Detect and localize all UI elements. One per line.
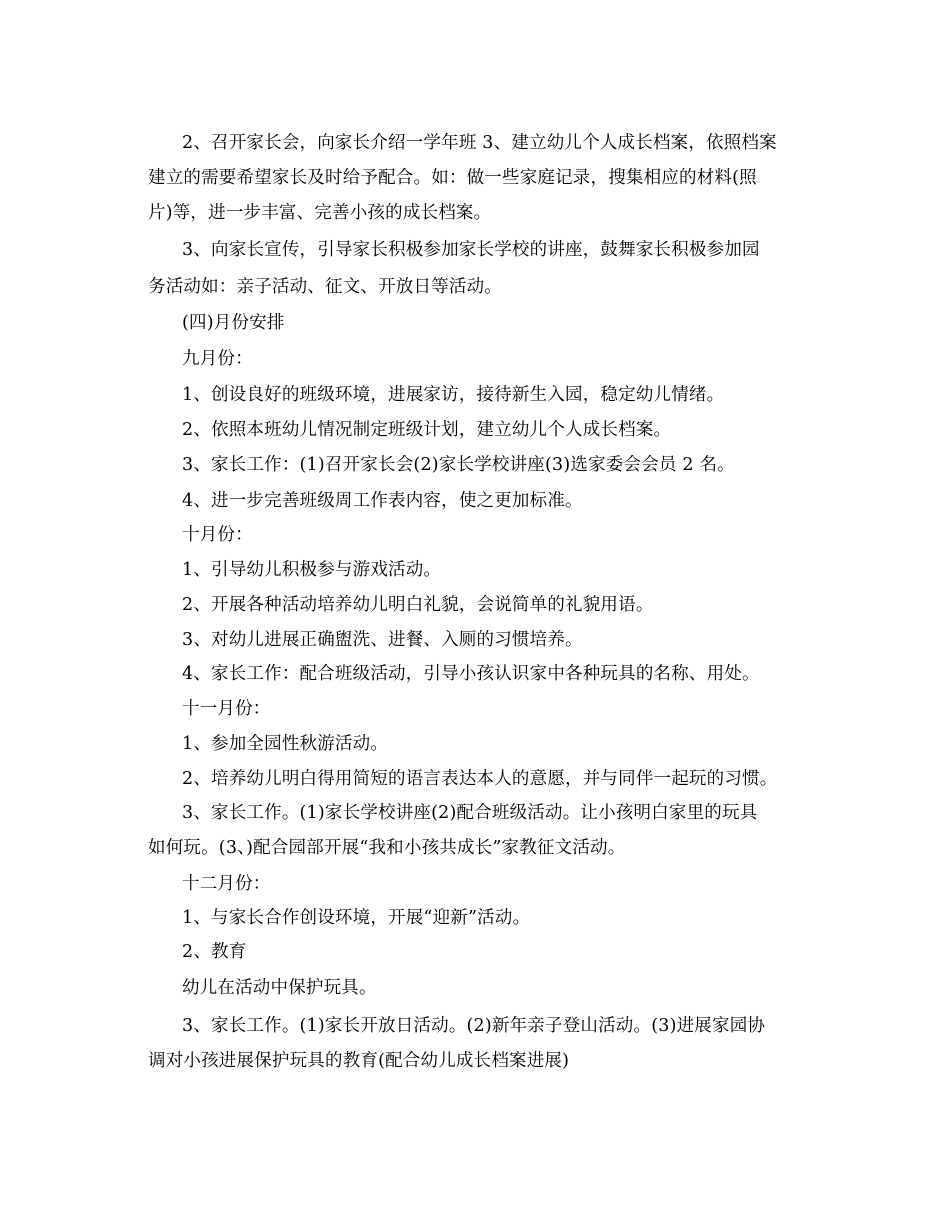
list-item: 1、引导幼儿积极参与游戏活动。	[182, 560, 442, 580]
list-item: 2、培养幼儿明白得用简短的语言表达本人的意愿，并与同伴一起玩的习惯。	[182, 769, 778, 789]
list-item: 3、家长工作。(1)家长学校讲座(2)配合班级活动。让小孩明白家里的玩具	[182, 803, 758, 823]
list-item: 1、与家长合作创设环境，开展“迎新”活动。	[182, 908, 531, 928]
month-heading: 十二月份：	[182, 874, 271, 894]
list-item: 1、创设良好的班级环境，进展家访，接待新生入园，稳定幼儿情绪。	[182, 385, 725, 405]
list-item: 1、参加全园性秋游活动。	[182, 734, 389, 754]
list-item: 3、家长工作：(1)召开家长会(2)家长学校讲座(3)选家委会会员 2 名。	[182, 455, 735, 475]
paragraph-line: 建立的需要希望家长及时给予配合。如：做一些家庭记录，搜集相应的材料(照	[148, 168, 757, 188]
paragraph-line: 调对小孩进展保护玩具的教育(配合幼儿成长档案进展)	[148, 1051, 570, 1071]
list-item: 4、家长工作：配合班级活动，引导小孩认识家中各种玩具的名称、用处。	[182, 664, 760, 684]
paragraph-line: 片)等，进一步丰富、完善小孩的成长档案。	[148, 203, 492, 223]
paragraph-line: 务活动如：亲子活动、征文、开放日等活动。	[148, 277, 502, 297]
paragraph-line: 2、召开家长会，向家长介绍一学年班 3、建立幼儿个人成长档案，依照档案	[182, 133, 777, 153]
paragraph-line: 幼儿在活动中保护玩具。	[182, 978, 377, 998]
paragraph-line: 3、向家长宣传，引导家长积极参加家长学校的讲座，鼓舞家长积极参加园	[182, 240, 760, 260]
paragraph-line: 如何玩。(3、)配合园部开展“我和小孩共成长”家教征文活动。	[148, 838, 626, 858]
list-item: 3、家长工作。(1)家长开放日活动。(2)新年亲子登山活动。(3)进展家园协	[182, 1016, 766, 1036]
list-item: 2、开展各种活动培养幼儿明白礼貌，会说简单的礼貌用语。	[182, 595, 654, 615]
section-heading: (四)月份安排	[182, 313, 285, 333]
list-item: 2、教育	[182, 942, 247, 962]
month-heading: 十一月份：	[182, 699, 271, 719]
list-item: 4、进一步完善班级周工作表内容，使之更加标准。	[182, 491, 583, 511]
month-heading: 十月份：	[182, 525, 253, 545]
month-heading: 九月份：	[182, 349, 253, 369]
list-item: 3、对幼儿进展正确盥洗、进餐、入厕的习惯培养。	[182, 630, 583, 650]
list-item: 2、依照本班幼儿情况制定班级计划，建立幼儿个人成长档案。	[182, 420, 672, 440]
